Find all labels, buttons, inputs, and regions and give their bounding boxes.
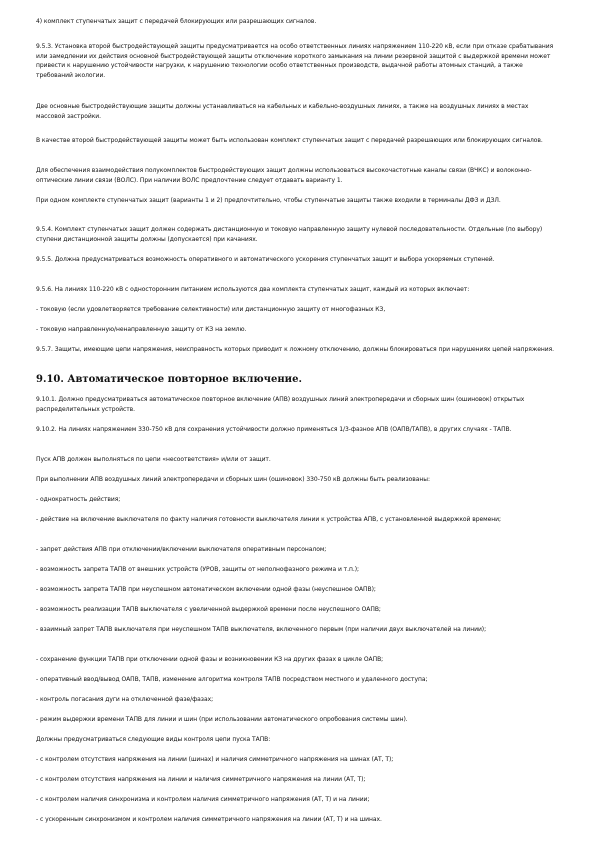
paragraph: При одном комплекте ступенчатых защит (варианты 1 и 2) предпочтительно, чтобы ступенчатые защиты также входили в терминалы ДФЗ и ДЗЛ. [36, 197, 501, 204]
list-item: - возможность запрета ТАПВ от внешних устройств (УРОВ, защиты от неполнофазного режима и т.п.); [36, 566, 359, 573]
paragraph: 9.5.4. Комплект ступенчатых защит должен содержать дистанционную и токовую направленную защиту нулевой последовательности. Отдельные (по выбору) ступени дистанционной защиты должны (допускается) при качаниях. [36, 226, 543, 243]
paragraph: 9.5.6. На линиях 110-220 кВ с односторонним питанием используются два комплекта ступенчатых защит, каждый из которых включает: [36, 286, 470, 293]
list-item: - с контролем отсутствия напряжения на линии (шинах) и наличия симметричного напряжения на шинах (АТ, Т); [36, 756, 394, 763]
section-heading: 9.10. Автоматическое повторное включение. [36, 374, 302, 385]
paragraph: 9.5.3. Установка второй быстродействующей защиты предусматривается на особо ответственных линиях напряжением 110-220 кВ, если при отказе срабатывания или замедлении их действия основной быстродействующей защиты отключение короткого замыкания на линии резервной защитой с выдержкой времени может привести к нарушению устойчивости нагрузки, к нарушению технологии особо ответственных производств, выдачной работы атомных станций, а также требований экологии. [36, 43, 554, 79]
list-item: - возможность запрета ТАПВ при неуспешном автоматическом включении одной фазы (неуспешное ОАПВ); [36, 586, 376, 593]
paragraph: - токовую (если удовлетворяется требование селективности) или дистанционную защиту от многофазных КЗ, [36, 306, 386, 313]
paragraph: При выполнении АПВ воздушных линий электропередачи и сборных шин (ошиновок) 330-750 кВ должны быть реализованы: [36, 476, 430, 483]
list-item: - с ускоренным синхронизмом и контролем наличия симметричного напряжения на линии (АТ, Т) и на шинах. [36, 816, 382, 823]
paragraph: 9.5.7. Защиты, имеющие цепи напряжения, неисправность которых приводит к ложному отключению, должны блокироваться при нарушениях цепей напряжения. [36, 346, 555, 353]
paragraph: - токовую направленную/ненаправленную защиту от КЗ на землю. [36, 326, 247, 333]
paragraph: Две основные быстродействующие защиты должны устанавливаться на кабельных и кабельно-воздушных линиях, а также на воздушных линиях в местах массовой застройки. [36, 103, 529, 120]
list-item: - действие на включение выключателя по факту наличия готовности выключателя линии к устройства АПВ, с установленной выдержкой времени; [36, 516, 501, 523]
paragraph: В качестве второй быстродействующей защиты может быть использован комплект ступенчатых защит с передачей разрешающих или блокирующих сигналов. [36, 137, 543, 144]
list-item: - однократность действия; [36, 496, 121, 503]
paragraph: 9.10.1. Должно предусматриваться автоматическое повторное включение (АПВ) воздушных линий электропередачи и сборных шин (ошиновок) открытых распределительных устройств. [36, 396, 525, 413]
list-item: - с контролем наличия синхронизма и контролем наличия симметричного напряжения (АТ, Т) и на линии; [36, 796, 370, 803]
list-item: - запрет действия АПВ при отключении/включении выключателя оперативным персоналом; [36, 546, 327, 553]
paragraph: Должны предусматриваться следующие виды контроля цепи пуска ТАПВ: [36, 736, 271, 743]
list-item: - взаимный запрет ТАПВ выключателя при неуспешном ТАПВ выключателя, включенного первым (при наличии двух выключателей на линии); [36, 626, 487, 633]
list-item: - оперативный ввод/вывод ОАПВ, ТАПВ, изменение алгоритма контроля ТАПВ посредством местного и удаленного доступа; [36, 676, 428, 683]
list-item: - режим выдержки времени ТАПВ для линии и шин (при использовании автоматического опробования системы шин). [36, 716, 408, 723]
list-item: - контроль погасания дуги на отключенной фазе/фазах; [36, 696, 214, 703]
paragraph: 4) комплект ступенчатых защит с передачей блокирующих или разрешающих сигналов. [36, 18, 317, 25]
list-item: - возможность реализации ТАПВ выключателя с увеличенной выдержкой времени после неуспешного ОАПВ; [36, 606, 381, 613]
paragraph: Для обеспечения взаимодействия полукомплектов быстродействующих защит должны использоваться высокочастотные каналы связи (ВЧКС) и волоконно-оптические линии связи (ВОЛС). При наличии ВОЛС предпочтение следует отдавать варианту 1. [36, 167, 532, 184]
paragraph: 9.10.2. На линиях напряжением 330-750 кВ для сохранения устойчивости должно применяться 1/3-фазное АПВ (ОАПВ/ТАПВ), в других случаях - ТАПВ. [36, 426, 512, 433]
list-item: - с контролем отсутствия напряжения на линии и наличия симметричного напряжения на линии (АТ, Т); [36, 776, 366, 783]
paragraph: Пуск АПВ должен выполняться по цепи «несоответствия» и/или от защит. [36, 456, 271, 463]
paragraph: 9.5.5. Должна предусматриваться возможность оперативного и автоматического ускорения ступенчатых защит и выбора ускоряемых ступеней. [36, 256, 495, 263]
list-item: - сохранение функции ТАПВ при отключении одной фазы и возникновении КЗ на других фазах в цикле ОАПВ; [36, 656, 384, 663]
